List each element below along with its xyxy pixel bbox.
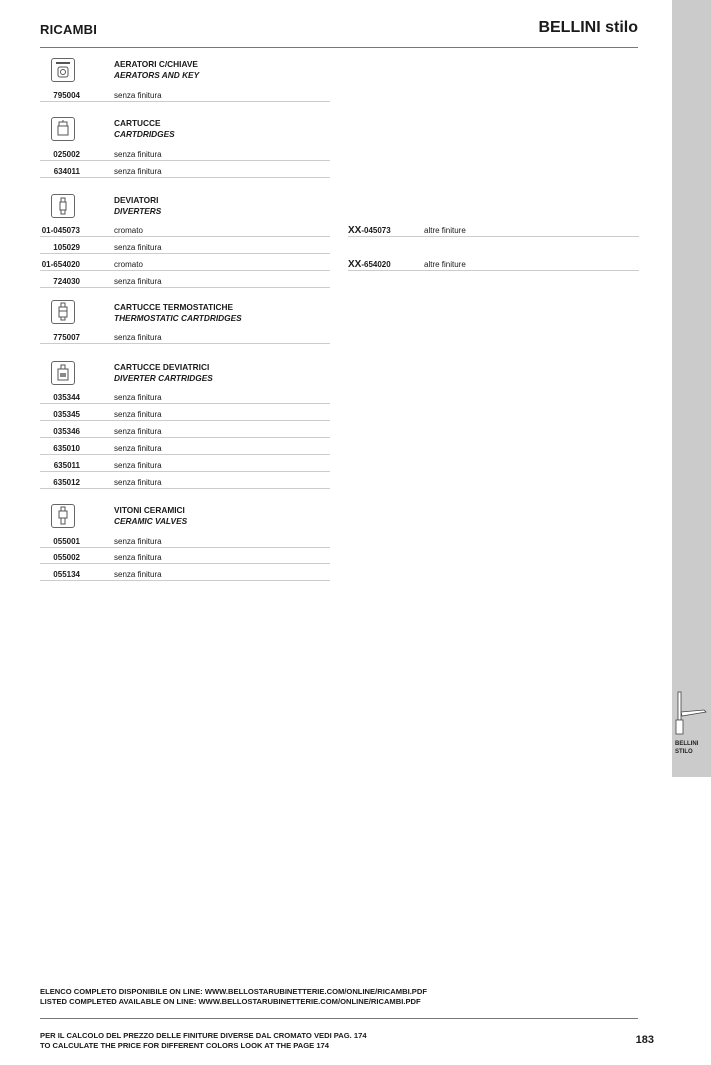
row-divider — [40, 270, 330, 271]
product-finish: senza finitura — [114, 91, 162, 100]
section-header: RICAMBI — [40, 22, 98, 37]
alt-finish-code: XX-045073 — [348, 225, 391, 236]
footer-divider — [40, 1018, 638, 1019]
product-code: 025002 — [53, 150, 80, 159]
product-code: 724030 — [53, 277, 80, 286]
product-code: 055001 — [53, 537, 80, 546]
row-divider — [40, 437, 330, 438]
product-finish: cromato — [114, 260, 143, 269]
product-finish: senza finitura — [114, 410, 162, 419]
product-code: 055002 — [53, 553, 80, 562]
row-divider — [40, 547, 330, 548]
row-divider — [40, 563, 330, 564]
collection-title: BELLINI stilo — [538, 19, 638, 36]
row-divider — [40, 580, 330, 581]
alt-finish-desc: altre finiture — [424, 260, 466, 269]
thermostatic-cartridge-icon — [51, 300, 75, 324]
product-code: 035346 — [53, 427, 80, 436]
product-code: 055134 — [53, 570, 80, 579]
alt-finish-code: XX-654020 — [348, 259, 391, 270]
product-finish: senza finitura — [114, 478, 162, 487]
product-finish: senza finitura — [114, 537, 162, 546]
product-finish: senza finitura — [114, 393, 162, 402]
row-divider — [40, 343, 330, 344]
section-title-en: AERATORS AND KEY — [114, 70, 200, 80]
product-code: 01-045073 — [41, 226, 80, 235]
product-finish: cromato — [114, 226, 143, 235]
section-title-it: CARTUCCE — [114, 118, 161, 128]
product-code: 035345 — [53, 410, 80, 419]
product-code: 635012 — [53, 478, 80, 487]
section-title-en: THERMOSTATIC CARTDRIDGES — [114, 313, 242, 323]
alt-finish-desc: altre finiture — [424, 226, 466, 235]
section-title-it: VITONI CERAMICI — [114, 505, 185, 515]
product-finish: senza finitura — [114, 277, 162, 286]
section-title-en: CARTDRIDGES — [114, 129, 175, 139]
product-code: 635010 — [53, 444, 80, 453]
section-title-it: CARTUCCE DEVIATRICI — [114, 362, 210, 372]
row-divider — [40, 236, 330, 237]
section-title-en: DIVERTER CARTRIDGES — [114, 373, 213, 383]
row-divider — [40, 403, 330, 404]
product-finish: senza finitura — [114, 570, 162, 579]
row-divider — [40, 471, 330, 472]
section-title-it: AERATORI C/CHIAVE — [114, 59, 198, 69]
product-code: 635011 — [53, 461, 80, 470]
product-finish: senza finitura — [114, 461, 162, 470]
product-code: 035344 — [53, 393, 80, 402]
section-title-en: DIVERTERS — [114, 206, 162, 216]
product-finish: senza finitura — [114, 444, 162, 453]
online-list-note: ELENCO COMPLETO DISPONIBILE ON LINE: WWW.BELLOSTARUBINETTERIE.COM/ONLINE/RICAMBI.PDF LISTED COMPLETED AVAILABLE ON LINE: WWW.BELLOSTARUBINETTERIE.COM/ONLINE/RICAMBI.PDF — [40, 987, 427, 1006]
row-divider — [348, 236, 639, 237]
product-finish: senza finitura — [114, 167, 162, 176]
row-divider — [348, 270, 639, 271]
section-title-it: CARTUCCE TERMOSTATICHE — [114, 302, 234, 312]
product-finish: senza finitura — [114, 427, 162, 436]
row-divider — [40, 177, 330, 178]
header-divider — [40, 47, 638, 48]
product-code: 775007 — [53, 333, 80, 342]
side-tab-label: BELLINI STILO — [675, 741, 699, 755]
product-code: 105029 — [53, 243, 80, 252]
product-finish: senza finitura — [114, 333, 162, 342]
ceramic-valve-icon — [51, 504, 75, 528]
row-divider — [40, 287, 330, 288]
page-number: 183 — [635, 1034, 654, 1046]
row-divider — [40, 420, 330, 421]
row-divider — [40, 101, 330, 102]
product-code: 634011 — [53, 167, 80, 176]
product-code: 795004 — [53, 91, 80, 100]
cartridge-icon — [51, 117, 75, 141]
section-title-it: DEVIATORI — [114, 195, 159, 205]
row-divider — [40, 160, 330, 161]
diverter-icon — [51, 194, 75, 218]
row-divider — [40, 454, 330, 455]
product-finish: senza finitura — [114, 150, 162, 159]
section-title-en: CERAMIC VALVES — [114, 516, 188, 526]
faucet-icon — [674, 690, 708, 736]
product-finish: senza finitura — [114, 243, 162, 252]
aerator-key-icon — [51, 58, 75, 82]
side-tab — [672, 0, 711, 777]
price-note: PER IL CALCOLO DEL PREZZO DELLE FINITURE DIVERSE DAL CROMATO VEDI PAG. 174 TO CALCULATE THE PRICE FOR DIFFERENT COLORS LOOK AT THE PAGE 174 — [40, 1031, 367, 1050]
row-divider — [40, 253, 330, 254]
product-code: 01-654020 — [41, 260, 80, 269]
diverter-cartridge-icon — [51, 361, 75, 385]
row-divider — [40, 488, 330, 489]
product-finish: senza finitura — [114, 553, 162, 562]
